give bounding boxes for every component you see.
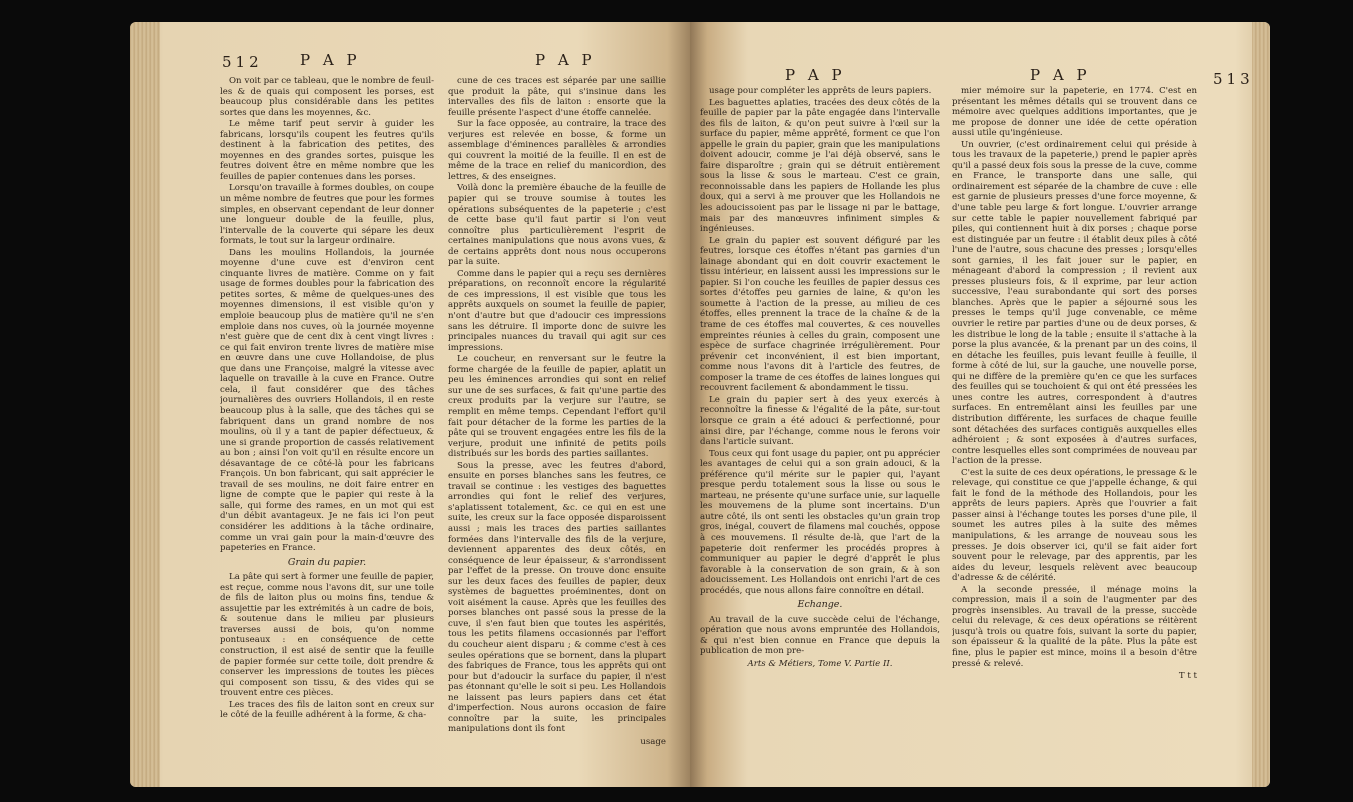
open-book — [130, 22, 1270, 787]
paragraph: cune de ces traces est séparée par une saillie que produit la pâte, qui s'insinue dans les intervalles des fils de laiton : ensorte que la feuille présente l'aspect d'une étoffe cannelée. — [448, 76, 666, 118]
page-edges-right — [1252, 22, 1270, 787]
paragraph: Comme dans le papier qui a reçu ses dernières préparations, on reconnoît encore la régularité de ces impressions, il est visible que tous les apprêts auxquels on soumet la feuille de papier, n'ont d'autre but que d'adoucir ces impressions sans les détruire. Il importe donc de suivre les principales nuances du travail qui agit sur ces impressions. — [448, 268, 666, 353]
paragraph: mier mémoire sur la papeterie, en 1774. C'est en présentant les mêmes détails qui se trouvent dans ce mémoire avec quelques additions importantes, que je me propose de donner une idée de cette opération aussi utile qu'ingénieuse. — [952, 86, 1197, 139]
left-column-1 — [220, 76, 434, 784]
catchword: usage — [640, 736, 666, 747]
page-edges-left — [130, 22, 160, 787]
right-column-1 — [700, 86, 940, 786]
signature-mark: T t t — [1178, 671, 1197, 682]
left-running-head-right: P A P — [535, 51, 596, 69]
paragraph: Sous la presse, avec les feutres d'abord, ensuite en porses blanches sans les feutres, ce travail se continue : les vestiges des baguettes arrondies qui font le relief des verjures, s'aplatissent totalement, &c. ce qui en est une suite, les creux sur la face opposée disparoissent aussi ; mais les traces des parties saillantes formées dans l'intervalle des fils de la verjure, deviennent apparentes des deux côtés, en conséquence de leur épaisseur, & s'arrondissent par l'effet de la presse. On trouve donc ensuite sur les deux faces des feuilles de papier, deux systèmes de baguettes proéminentes, dont on voit aisément la cause. Après que les feuilles des porses blanches ont passé sous la presse de la cuve, il s'en faut bien que toutes les aspérités, tous les petits filamens occasionnés par l'effort du coucheur aient disparu ; & comme c'est à ces seules opérations que se bornent, dans la plupart des fabriques de France, tous les apprêts qui ont pour but d'adoucir la surface du papier, il n'est pas étonnant qu'elle le soit si peu. Les Hollandois ne laissent pas leurs papiers dans cet état d'imperfection. Nous aurons occasion de faire connoître par la suite, les principales manipulations dont ils font — [448, 460, 666, 735]
paragraph: Lorsqu'on travaille à formes doubles, on coupe un même nombre de feutres que pour les formes simples, en observant cependant de leur donner une longueur double de la feuille, plus, l'intervalle de la couverte qui sépare les deux formats, le tout sur la largeur ordinaire. — [220, 183, 434, 247]
paragraph: Un ouvrier, (c'est ordinairement celui qui préside à tous les travaux de la papeterie,) prend le papier après qu'il a passé deux fois sous la presse de la cuve, comme en France, le transporte dans une salle, qui ordinairement est séparée de la chambre de cuve : elle est garnie de plusieurs presses d'une force moyenne, & d'une table peu large & fort longue. L'ouvrier arrange sur cette table le papier nouvellement fabriqué par piles, qui contiennent huit à dix porses ; chaque porse est distinguée par un feutre : il établit deux piles à côté l'une de l'autre, sous chacune des presses ; lorsqu'elles sont garnies, il les fait jouer sur le papier, en ménageant d'abord la compression ; il revient aux presses plusieurs fois, & il exprime, par leur action successive, l'eau surabondante qui sort des porses blanches. Après que le papier a séjourné sous les presses le temps qu'il juge convenable, ce même ouvrier le retire par parties d'une ou de deux porses, & les distribue le long de la table ; ensuite il s'attache à la porse la plus avancée, & la prenant par un des coins, il en détache les feuilles, puis levant feuille à feuille, il forme à côté de lui, sur la gauche, une nouvelle porse, qui ne diffère de la première qu'en ce que les surfaces des feuilles qui se touchoient & qui ont été pressées les unes contre les autres, correspondent à d'autres surfaces. En entremêlant ainsi les feuilles par une distribution différente, les surfaces de chaque feuille sont détachées des surfaces contiguës auxquelles elles adhéroient ; & sont exposées à d'autres surfaces, contre lesquelles elles sont comprimées de nouveau par l'action de la presse. — [952, 139, 1197, 467]
right-running-head-left: P A P — [785, 66, 846, 84]
right-page — [690, 22, 1270, 787]
paragraph: Voilà donc la première ébauche de la feuille de papier qui se trouve soumise à toutes les opérations subséquentes de la papeterie ; c'est de cette base qu'il faut partir si l'on veut connoître plus particulièrement l'esprit de certaines manipulations que nous avons vues, & de certains apprêts dont nous nous occuperons par la suite. — [448, 183, 666, 268]
paragraph: La pâte qui sert à former une feuille de papier, est reçue, comme nous l'avons dit, sur une toile de fils de laiton plus ou moins fins, tendue & assujettie par les extrémités à un cadre de bois, & soutenue dans le milieu par plusieurs traverses aussi de bois, qu'on nomme pontuseaux : en conséquence de cette construction, il est aisé de sentir que la feuille de papier formée sur cette toile, doit prendre & conserver les impressions de toutes les pièces qui composent son tissu, & des vides qui se trouvent entre ces pièces. — [220, 572, 434, 699]
left-page — [130, 22, 690, 787]
paragraph: Les traces des fils de laiton sont en creux sur le côté de la feuille adhérent à la forme, & cha- — [220, 699, 434, 721]
left-running-head: P A P — [300, 51, 361, 69]
left-page-number: 512 — [222, 53, 263, 71]
paragraph: Le coucheur, en renversant sur le feutre la forme chargée de la feuille de papier, aplatit un peu les éminences arrondies qui sont en relief sur une de ses surfaces, & fait qu'une partie des creux produits par la verjure sur l'autre, se remplit en même temps. Cependant l'effort qu'il fait pour détacher de la forme les parties de la pâte qui se trouvent engagées entre les fils de la verjure, produit une infinité de petits poils distribués sur les bords des parties saillantes. — [448, 354, 666, 460]
paragraph: Le grain du papier sert à des yeux exercés à reconnoître la finesse & l'égalité de la pâte, sur-tout lorsque ce grain a été adouci & perfectionné, pour ainsi dire, par l'échange, comme nous le ferons voir dans l'article suivant. — [700, 394, 940, 448]
section-heading-grain: Grain du papier. — [287, 556, 367, 568]
right-page-number: 513 — [1213, 70, 1254, 88]
paragraph: Le même tarif peut servir à guider les fabricans, lorsqu'ils coupent les feutres qu'ils destinent à la fabrication des petites, des moyennes en des grandes sortes, puisque les feutres doivent être en même nombre que les feuilles de papier contenues dans les porses. — [220, 119, 434, 182]
paragraph: Sur la face opposée, au contraire, la trace des verjures est relevée en bosse, & forme un assemblage d'éminences parallèles & arrondies qui couvrent la moitié de la feuille. Il en est de même de la trace en relief du manicordion, des lettres, & des enseignes. — [448, 119, 666, 182]
paragraph: Au travail de la cuve succède celui de l'échange, opération que nous avons empruntée des Hollandois, & qui n'est bien connue en France que depuis la publication de mon pre- — [700, 614, 940, 657]
paragraph: Les baguettes aplaties, tracées des deux côtés de la feuille de papier par la pâte engagée dans l'intervalle des fils de laiton, & qu'on peut suivre à l'œil sur la surface du papier, même apprêté, forment ce que l'on appelle le grain du papier, grain que les manipulations doivent adoucir, comme je l'ai déjà observé, sans le faire disparoître ; grain qui se détruit entièrement sous la lisse & sous le marteau. C'est ce grain, reconnoissable dans les papiers de Hollande les plus doux, qui a servi à me prouver que les Hollandois ne les adoucissoient pas par le lissage ni par le battage, mais par des manœuvres infiniment simples & ingénieuses. — [700, 97, 940, 235]
paragraph: Le grain du papier est souvent défiguré par les feutres, lorsque ces étoffes n'étant pas garnies d'un lainage abondant qui en doit couvrir exactement le tissu intérieur, en laissent aussi les impressions sur le papier. Si l'on couche les feuilles de papier dessus ces sortes d'étoffes peu garnies de laine, & qu'on les soumette à l'action de la presse, au milieu de ces étoffes, elles prennent la trace de la chaîne & de la trame de ces étoffes mal couvertes, & ces nouvelles empreintes réunies à celles du grain, composent une espèce de surface chagrinée irrégulièrement. Pour prévenir cet inconvénient, il est bien important, comme nous l'avons dit à l'article des feutres, de composer la trame de ces étoffes de laines longues qui recouvrent facilement & abondamment le tissu. — [700, 235, 940, 394]
paragraph: Tous ceux qui font usage du papier, ont pu apprécier les avantages de celui qui a son grain adouci, & la préférence qu'il mérite sur le papier qui, l'ayant presque perdu totalement sous la lisse ou sous le marteau, ne présente qu'une surface unie, sur laquelle les mouvemens de la plume sont incertains. D'un autre côté, ils ont senti les obstacles qu'un grain trop gros, inégal, couvert de filamens mal couchés, oppose à ces mouvemens. Il résulte de-là, que l'art de la papeterie doit renfermer les procédés propres à communiquer au papier le degré d'apprêt le plus favorable à la conservation de son grain, & à son adoucissement. Les Hollandois ont enrichi l'art de ces procédés, que nous allons faire connoître en détail. — [700, 448, 940, 596]
paragraph: On voit par ce tableau, que le nombre de feuil-les & de quais qui composent les porses, est beaucoup plus considérable dans les petites sortes que dans les moyennes, &c. — [220, 76, 434, 118]
paragraph: Dans les moulins Hollandois, la journée moyenne d'une cuve est d'environ cent cinquante livres de matière. Comme on y fait usage de formes doubles pour la fabrication des petites sortes, & même de quelques-unes des moyennes dimensions, il est visible qu'on y emploie beaucoup plus de matière qu'il ne s'en emploie dans nos cuves, où la journée moyenne n'est guère que de cent dix à cent vingt livres : ce qui fait environ trente livres de matière mise en œuvre dans une cuve Hollandoise, de plus que dans une Françoise, malgré la vitesse avec laquelle on travaille à la cuve en France. Outre cela, il faut considérer que des tâches journalières des ouvriers Hollandois, il en reste beaucoup plus à la salle, que des tâches qui se fabriquent dans un grand nombre de nos moulins, où il y a tant de papier défectueux, & une si grande proportion de cassés relativement au bon ; ainsi l'on voit qu'il en résulte encore un désavantage de ce côté-là pour les fabricans François. Un bon fabricant, qui sait apprécier le travail de ses moulins, ne doit faire entrer en ligne de compte que le papier qui reste à la salle, qui forme des rames, en un mot qui est d'un débit avantageux. Je ne fais ici l'on peut considérer les additions à la tâche ordinaire, comme un vrai gain pour la main-d'œuvre des papeteries en France. — [220, 247, 434, 554]
section-heading-echange: Echange. — [797, 599, 843, 611]
paragraph: A la seconde pressée, il ménage moins la compression, mais il a soin de l'augmenter par des progrès insensibles. Au travail de la presse, succède celui du relevage, & ces deux opérations se réitèrent jusqu'à trois ou quatre fois, suivant la sorte du papier, son épaisseur & la qualité de la pâte. Plus la pâte est fine, plus le papier est mince, moins il a besoin d'être pressé & relevé. — [952, 584, 1197, 669]
paragraph: usage pour compléter les apprêts de leurs papiers. — [709, 86, 932, 96]
volume-footer: Arts & Métiers, Tome V. Partie II. — [747, 658, 893, 669]
left-column-2 — [448, 76, 666, 784]
paragraph: C'est la suite de ces deux opérations, le pressage & le relevage, qui constitue ce que j'appelle échange, & qui fait le fond de la méthode des Hollandois, pour les apprêts de leurs papiers. Après que l'ouvrier a fait passer ainsi à l'échange toutes les porses d'une pile, il soumet les autres piles à la suite des mêmes manipulations, & les arrange de nouveau sous les presses. Je dois observer ici, qu'il se fait aider fort souvent pour le relevage, par des apprentis, par les aides du leveur, lesquels relèvent avec beaucoup d'adresse & de célérité. — [952, 467, 1197, 584]
right-column-2 — [952, 86, 1197, 786]
right-running-head: P A P — [1030, 66, 1091, 84]
